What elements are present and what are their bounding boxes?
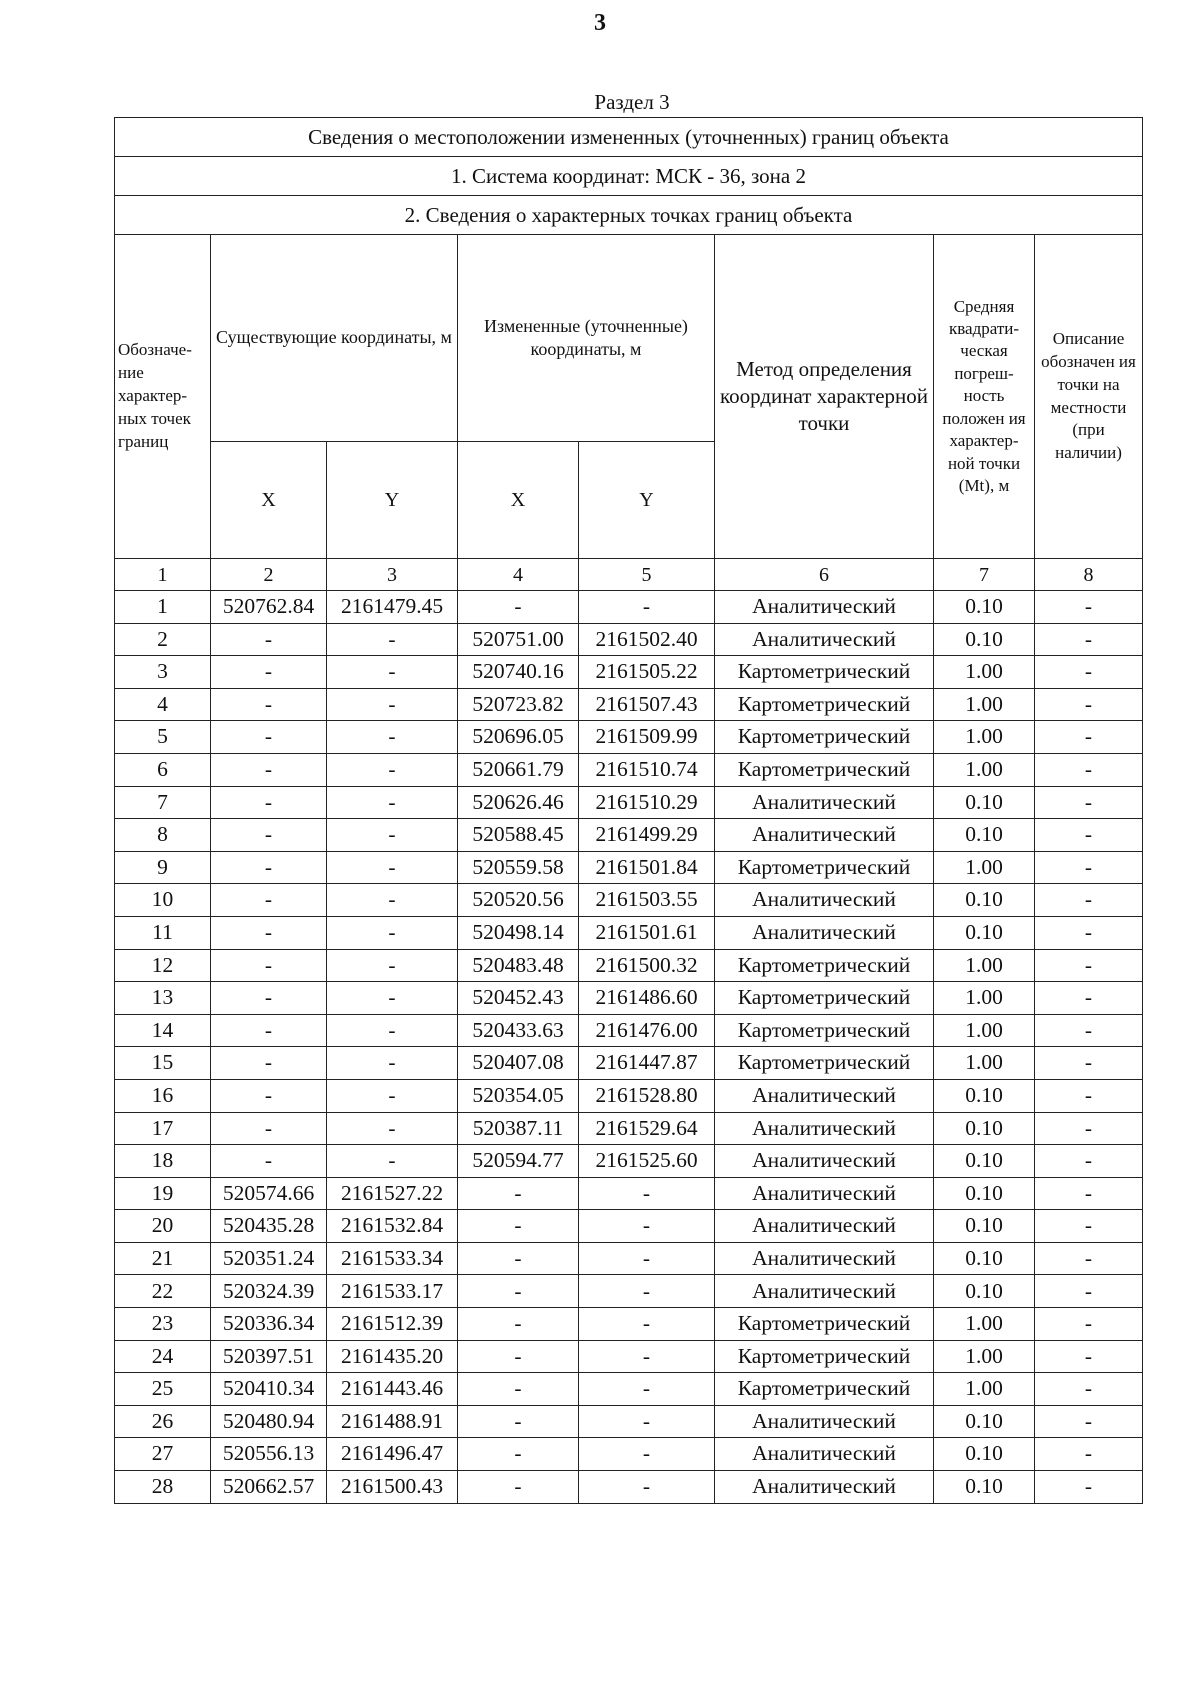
cell-description: - — [1035, 1079, 1143, 1112]
column-number: 1 — [115, 559, 211, 591]
page-number: 3 — [594, 10, 606, 36]
cell-existing-y: 2161533.34 — [327, 1242, 458, 1275]
cell-description: - — [1035, 819, 1143, 852]
cell-point-id: 7 — [115, 786, 211, 819]
cell-point-id: 13 — [115, 982, 211, 1015]
cell-existing-x: - — [211, 851, 327, 884]
table-row — [115, 916, 1143, 949]
cell-refined-y: 2161502.40 — [579, 623, 715, 656]
cell-refined-y: - — [579, 591, 715, 624]
cell-method: Картометрический — [715, 1373, 934, 1406]
cell-existing-y: - — [327, 1079, 458, 1112]
cell-description: - — [1035, 786, 1143, 819]
cell-point-id: 9 — [115, 851, 211, 884]
cell-refined-x: - — [458, 1242, 579, 1275]
cell-refined-x: - — [458, 1210, 579, 1243]
cell-description: - — [1035, 1340, 1143, 1373]
cell-existing-y: - — [327, 982, 458, 1015]
cell-refined-x: - — [458, 591, 579, 624]
cell-method: Аналитический — [715, 1471, 934, 1504]
cell-refined-y: 2161510.74 — [579, 753, 715, 786]
header-refined-x: X — [458, 442, 579, 559]
cell-existing-x: 520324.39 — [211, 1275, 327, 1308]
header-refined-coordinates: Измененные (уточненные) координаты, м — [458, 235, 715, 442]
cell-existing-x: 520336.34 — [211, 1308, 327, 1341]
cell-refined-y: - — [579, 1340, 715, 1373]
cell-point-id: 17 — [115, 1112, 211, 1145]
cell-point-id: 20 — [115, 1210, 211, 1243]
cell-existing-x: 520762.84 — [211, 591, 327, 624]
boundary-points-table — [114, 117, 1143, 1504]
cell-refined-y: - — [579, 1438, 715, 1471]
cell-existing-x: - — [211, 623, 327, 656]
cell-method: Картометрический — [715, 982, 934, 1015]
cell-description: - — [1035, 1047, 1143, 1080]
header-existing-coordinates: Существующие координаты, м — [211, 235, 458, 442]
cell-refined-x: 520559.58 — [458, 851, 579, 884]
cell-rms-error: 1.00 — [934, 753, 1035, 786]
cell-point-id: 26 — [115, 1405, 211, 1438]
cell-existing-y: 2161443.46 — [327, 1373, 458, 1406]
cell-method: Картометрический — [715, 688, 934, 721]
cell-refined-y: 2161528.80 — [579, 1079, 715, 1112]
cell-existing-x: 520662.57 — [211, 1471, 327, 1504]
cell-refined-y: 2161529.64 — [579, 1112, 715, 1145]
cell-existing-x: - — [211, 1014, 327, 1047]
cell-rms-error: 1.00 — [934, 982, 1035, 1015]
cell-refined-y: 2161501.61 — [579, 916, 715, 949]
cell-description: - — [1035, 1308, 1143, 1341]
cell-existing-x: - — [211, 721, 327, 754]
cell-existing-x: - — [211, 688, 327, 721]
cell-method: Картометрический — [715, 1047, 934, 1080]
cell-description: - — [1035, 688, 1143, 721]
cell-refined-y: 2161500.32 — [579, 949, 715, 982]
table-row — [115, 721, 1143, 754]
cell-existing-x: - — [211, 982, 327, 1015]
cell-description: - — [1035, 851, 1143, 884]
cell-description: - — [1035, 1405, 1143, 1438]
cell-existing-y: 2161488.91 — [327, 1405, 458, 1438]
cell-existing-y: - — [327, 623, 458, 656]
cell-point-id: 19 — [115, 1177, 211, 1210]
table-row — [115, 949, 1143, 982]
cell-method: Аналитический — [715, 884, 934, 917]
cell-method: Аналитический — [715, 1242, 934, 1275]
cell-point-id: 12 — [115, 949, 211, 982]
header-existing-x: X — [211, 442, 327, 559]
cell-point-id: 23 — [115, 1308, 211, 1341]
cell-refined-x: 520723.82 — [458, 688, 579, 721]
header-refined-y: Y — [579, 442, 715, 559]
cell-rms-error: 0.10 — [934, 1438, 1035, 1471]
cell-existing-y: 2161496.47 — [327, 1438, 458, 1471]
cell-refined-x: 520696.05 — [458, 721, 579, 754]
cell-method: Аналитический — [715, 1405, 934, 1438]
cell-point-id: 10 — [115, 884, 211, 917]
table-row — [115, 1242, 1143, 1275]
cell-description: - — [1035, 982, 1143, 1015]
cell-existing-x: - — [211, 656, 327, 689]
cell-description: - — [1035, 1177, 1143, 1210]
header-designation: Обозначе-ние характер-ных точек границ — [115, 235, 211, 559]
table-row — [115, 591, 1143, 624]
cell-existing-x: - — [211, 916, 327, 949]
cell-method: Картометрический — [715, 656, 934, 689]
cell-refined-x: 520594.77 — [458, 1145, 579, 1178]
cell-description: - — [1035, 591, 1143, 624]
section-label: Раздел 3 — [594, 90, 670, 114]
cell-rms-error: 1.00 — [934, 688, 1035, 721]
table-row — [115, 851, 1143, 884]
cell-rms-error: 0.10 — [934, 1210, 1035, 1243]
cell-refined-y: 2161505.22 — [579, 656, 715, 689]
cell-rms-error: 1.00 — [934, 1373, 1035, 1406]
cell-rms-error: 0.10 — [934, 1471, 1035, 1504]
cell-refined-y: 2161507.43 — [579, 688, 715, 721]
cell-point-id: 1 — [115, 591, 211, 624]
cell-existing-y: 2161527.22 — [327, 1177, 458, 1210]
cell-rms-error: 1.00 — [934, 721, 1035, 754]
table-row — [115, 1471, 1143, 1504]
cell-description: - — [1035, 1438, 1143, 1471]
table-row — [115, 1047, 1143, 1080]
cell-method: Аналитический — [715, 1438, 934, 1471]
table-row — [115, 1112, 1143, 1145]
cell-method: Картометрический — [715, 851, 934, 884]
cell-method: Аналитический — [715, 1079, 934, 1112]
table-row — [115, 1438, 1143, 1471]
cell-existing-x: - — [211, 786, 327, 819]
cell-refined-y: 2161501.84 — [579, 851, 715, 884]
cell-point-id: 6 — [115, 753, 211, 786]
cell-description: - — [1035, 884, 1143, 917]
coordinate-system: 1. Система координат: МСК - 36, зона 2 — [115, 157, 1143, 196]
cell-refined-x: 520387.11 — [458, 1112, 579, 1145]
cell-method: Аналитический — [715, 591, 934, 624]
cell-rms-error: 0.10 — [934, 591, 1035, 624]
cell-refined-x: 520520.56 — [458, 884, 579, 917]
table-row — [115, 1177, 1143, 1210]
header-rms-error: Средняя квадрати-ческая погреш-ность положен ия характер-ной точки (Mt), м — [934, 235, 1035, 559]
cell-existing-y: 2161533.17 — [327, 1275, 458, 1308]
cell-existing-x: 520351.24 — [211, 1242, 327, 1275]
cell-method: Аналитический — [715, 1210, 934, 1243]
cell-existing-x: - — [211, 819, 327, 852]
cell-point-id: 21 — [115, 1242, 211, 1275]
cell-rms-error: 1.00 — [934, 656, 1035, 689]
cell-refined-y: - — [579, 1275, 715, 1308]
cell-refined-x: - — [458, 1275, 579, 1308]
cell-point-id: 14 — [115, 1014, 211, 1047]
cell-refined-x: 520407.08 — [458, 1047, 579, 1080]
cell-refined-y: - — [579, 1471, 715, 1504]
cell-description: - — [1035, 1145, 1143, 1178]
cell-rms-error: 0.10 — [934, 916, 1035, 949]
cell-existing-y: 2161500.43 — [327, 1471, 458, 1504]
cell-description: - — [1035, 1373, 1143, 1406]
cell-method: Аналитический — [715, 1112, 934, 1145]
cell-point-id: 16 — [115, 1079, 211, 1112]
cell-refined-y: 2161509.99 — [579, 721, 715, 754]
cell-method: Картометрический — [715, 949, 934, 982]
cell-refined-x: - — [458, 1471, 579, 1504]
cell-refined-y: 2161525.60 — [579, 1145, 715, 1178]
table-row — [115, 982, 1143, 1015]
cell-existing-y: - — [327, 1014, 458, 1047]
cell-refined-x: 520740.16 — [458, 656, 579, 689]
cell-method: Аналитический — [715, 819, 934, 852]
cell-refined-y: - — [579, 1177, 715, 1210]
cell-existing-y: - — [327, 884, 458, 917]
cell-existing-x: - — [211, 949, 327, 982]
cell-method: Аналитический — [715, 916, 934, 949]
cell-rms-error: 0.10 — [934, 1079, 1035, 1112]
cell-method: Аналитический — [715, 786, 934, 819]
cell-method: Картометрический — [715, 1308, 934, 1341]
table-title: Сведения о местоположении измененных (уточненных) границ объекта — [115, 118, 1143, 157]
cell-refined-y: - — [579, 1405, 715, 1438]
table-row — [115, 1308, 1143, 1341]
column-number: 4 — [458, 559, 579, 591]
cell-existing-y: - — [327, 916, 458, 949]
cell-method: Аналитический — [715, 1275, 934, 1308]
cell-description: - — [1035, 949, 1143, 982]
cell-existing-x: - — [211, 1079, 327, 1112]
cell-refined-y: 2161447.87 — [579, 1047, 715, 1080]
cell-rms-error: 0.10 — [934, 623, 1035, 656]
table-row — [115, 1014, 1143, 1047]
cell-description: - — [1035, 916, 1143, 949]
cell-point-id: 4 — [115, 688, 211, 721]
cell-method: Картометрический — [715, 753, 934, 786]
cell-existing-y: 2161512.39 — [327, 1308, 458, 1341]
cell-refined-x: - — [458, 1438, 579, 1471]
table-row — [115, 688, 1143, 721]
cell-point-id: 22 — [115, 1275, 211, 1308]
cell-point-id: 11 — [115, 916, 211, 949]
table-row — [115, 884, 1143, 917]
cell-method: Картометрический — [715, 1340, 934, 1373]
cell-existing-y: - — [327, 656, 458, 689]
cell-method: Картометрический — [715, 1014, 934, 1047]
cell-description: - — [1035, 1275, 1143, 1308]
cell-method: Картометрический — [715, 721, 934, 754]
cell-existing-y: - — [327, 851, 458, 884]
cell-rms-error: 0.10 — [934, 1145, 1035, 1178]
cell-existing-y: - — [327, 819, 458, 852]
cell-refined-y: 2161499.29 — [579, 819, 715, 852]
cell-point-id: 18 — [115, 1145, 211, 1178]
cell-point-id: 24 — [115, 1340, 211, 1373]
cell-existing-x: 520574.66 — [211, 1177, 327, 1210]
column-number: 6 — [715, 559, 934, 591]
cell-rms-error: 1.00 — [934, 1340, 1035, 1373]
cell-refined-x: 520452.43 — [458, 982, 579, 1015]
table-row — [115, 819, 1143, 852]
cell-rms-error: 0.10 — [934, 819, 1035, 852]
cell-refined-x: 520433.63 — [458, 1014, 579, 1047]
cell-rms-error: 0.10 — [934, 1405, 1035, 1438]
cell-existing-y: - — [327, 753, 458, 786]
cell-description: - — [1035, 1210, 1143, 1243]
column-number: 2 — [211, 559, 327, 591]
cell-point-id: 2 — [115, 623, 211, 656]
cell-refined-x: 520661.79 — [458, 753, 579, 786]
cell-rms-error: 1.00 — [934, 1047, 1035, 1080]
cell-refined-x: 520498.14 — [458, 916, 579, 949]
cell-existing-y: - — [327, 1047, 458, 1080]
table-row — [115, 623, 1143, 656]
cell-description: - — [1035, 721, 1143, 754]
table-row — [115, 1079, 1143, 1112]
column-number: 8 — [1035, 559, 1143, 591]
cell-point-id: 3 — [115, 656, 211, 689]
cell-existing-x: - — [211, 1112, 327, 1145]
cell-point-id: 15 — [115, 1047, 211, 1080]
cell-refined-y: 2161486.60 — [579, 982, 715, 1015]
cell-existing-x: 520410.34 — [211, 1373, 327, 1406]
cell-description: - — [1035, 623, 1143, 656]
cell-method: Аналитический — [715, 1177, 934, 1210]
cell-refined-x: - — [458, 1177, 579, 1210]
column-number: 3 — [327, 559, 458, 591]
cell-refined-x: 520588.45 — [458, 819, 579, 852]
cell-refined-y: - — [579, 1242, 715, 1275]
cell-refined-y: - — [579, 1308, 715, 1341]
column-number: 5 — [579, 559, 715, 591]
table-row — [115, 753, 1143, 786]
cell-existing-y: - — [327, 721, 458, 754]
cell-existing-x: 520397.51 — [211, 1340, 327, 1373]
cell-existing-x: 520556.13 — [211, 1438, 327, 1471]
cell-rms-error: 0.10 — [934, 1177, 1035, 1210]
cell-point-id: 25 — [115, 1373, 211, 1406]
cell-refined-x: - — [458, 1308, 579, 1341]
cell-refined-y: 2161503.55 — [579, 884, 715, 917]
points-heading: 2. Сведения о характерных точках границ объекта — [115, 196, 1143, 235]
cell-refined-x: 520751.00 — [458, 623, 579, 656]
cell-refined-x: 520354.05 — [458, 1079, 579, 1112]
cell-point-id: 8 — [115, 819, 211, 852]
cell-existing-y: 2161532.84 — [327, 1210, 458, 1243]
cell-existing-y: - — [327, 949, 458, 982]
table-row — [115, 1405, 1143, 1438]
cell-refined-x: - — [458, 1405, 579, 1438]
cell-refined-x: 520626.46 — [458, 786, 579, 819]
cell-refined-x: 520483.48 — [458, 949, 579, 982]
cell-method: Аналитический — [715, 623, 934, 656]
table-row — [115, 786, 1143, 819]
table-row — [115, 656, 1143, 689]
cell-refined-y: - — [579, 1210, 715, 1243]
cell-rms-error: 0.10 — [934, 1242, 1035, 1275]
cell-rms-error: 1.00 — [934, 851, 1035, 884]
cell-rms-error: 1.00 — [934, 949, 1035, 982]
cell-refined-y: 2161476.00 — [579, 1014, 715, 1047]
cell-description: - — [1035, 1242, 1143, 1275]
cell-existing-y: - — [327, 786, 458, 819]
table-row — [115, 1373, 1143, 1406]
cell-refined-x: - — [458, 1373, 579, 1406]
cell-point-id: 27 — [115, 1438, 211, 1471]
table-row — [115, 1145, 1143, 1178]
table-row — [115, 1210, 1143, 1243]
header-method: Метод определения координат характерной точки — [715, 235, 934, 559]
column-number-row — [115, 559, 1143, 591]
cell-existing-y: 2161479.45 — [327, 591, 458, 624]
cell-existing-y: - — [327, 688, 458, 721]
cell-existing-x: 520480.94 — [211, 1405, 327, 1438]
cell-existing-x: 520435.28 — [211, 1210, 327, 1243]
cell-description: - — [1035, 753, 1143, 786]
cell-rms-error: 0.10 — [934, 884, 1035, 917]
cell-existing-x: - — [211, 753, 327, 786]
cell-refined-y: - — [579, 1373, 715, 1406]
cell-existing-y: - — [327, 1112, 458, 1145]
cell-rms-error: 1.00 — [934, 1014, 1035, 1047]
table-row — [115, 1340, 1143, 1373]
cell-existing-x: - — [211, 884, 327, 917]
table-row — [115, 1275, 1143, 1308]
cell-point-id: 5 — [115, 721, 211, 754]
header-point-description: Описание обозначен ия точки на местности (при наличии) — [1035, 235, 1143, 559]
cell-rms-error: 0.10 — [934, 1275, 1035, 1308]
cell-point-id: 28 — [115, 1471, 211, 1504]
cell-description: - — [1035, 1471, 1143, 1504]
header-existing-y: Y — [327, 442, 458, 559]
cell-rms-error: 1.00 — [934, 1308, 1035, 1341]
cell-rms-error: 0.10 — [934, 786, 1035, 819]
cell-description: - — [1035, 656, 1143, 689]
cell-existing-y: - — [327, 1145, 458, 1178]
cell-rms-error: 0.10 — [934, 1112, 1035, 1145]
cell-existing-x: - — [211, 1145, 327, 1178]
column-number: 7 — [934, 559, 1035, 591]
cell-description: - — [1035, 1112, 1143, 1145]
cell-existing-x: - — [211, 1047, 327, 1080]
cell-refined-x: - — [458, 1340, 579, 1373]
cell-description: - — [1035, 1014, 1143, 1047]
cell-existing-y: 2161435.20 — [327, 1340, 458, 1373]
cell-refined-y: 2161510.29 — [579, 786, 715, 819]
cell-method: Аналитический — [715, 1145, 934, 1178]
